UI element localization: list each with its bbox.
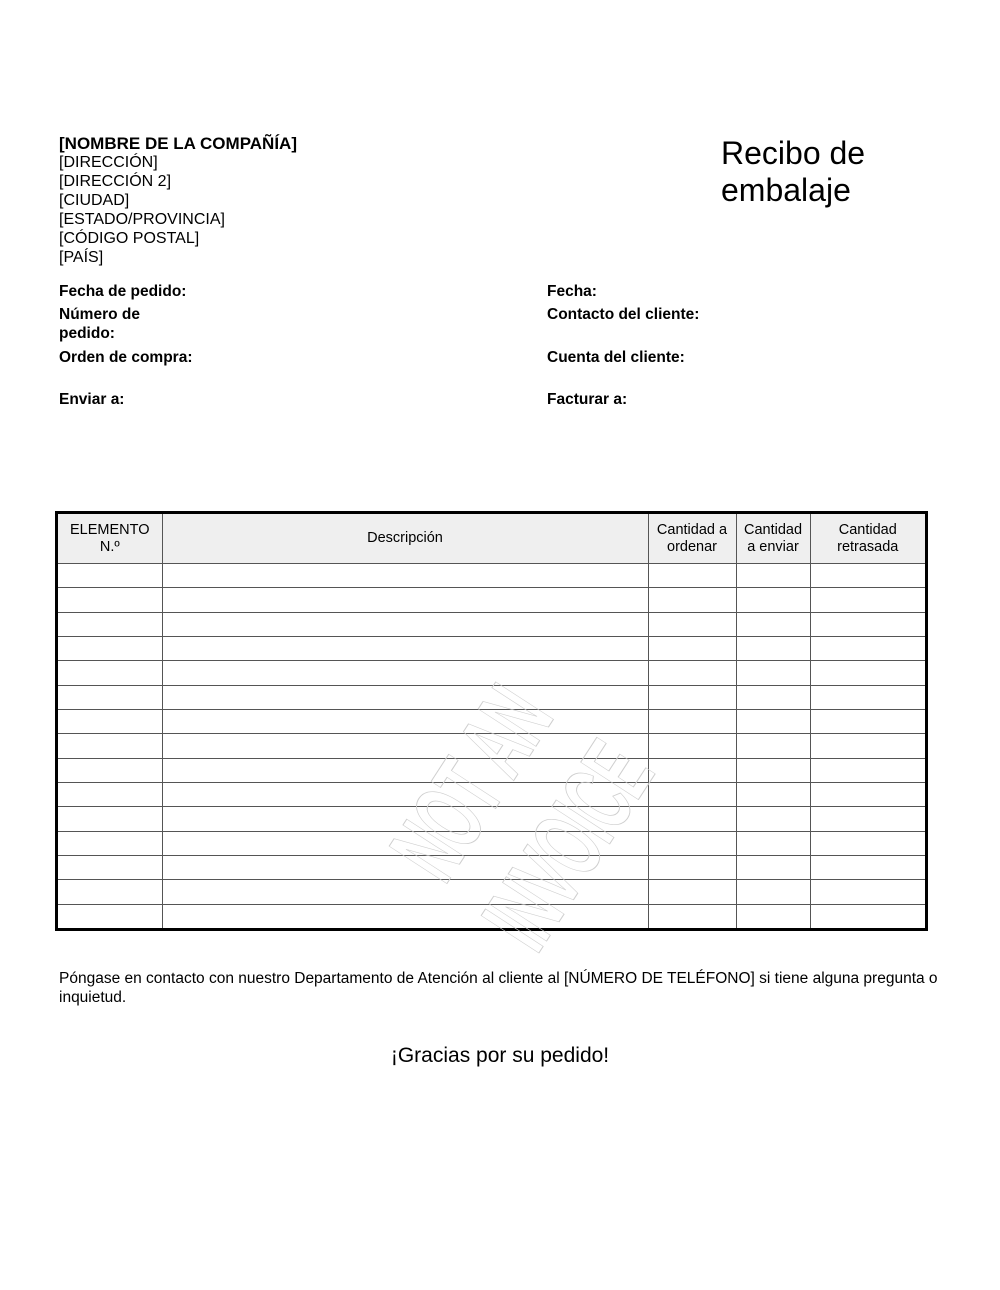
cell-qty-backordered[interactable]	[810, 758, 925, 782]
cell-qty-shipped[interactable]	[736, 880, 810, 904]
address-line: [DIRECCIÓN]	[59, 154, 158, 171]
order-number-label-line2: pedido:	[59, 325, 115, 342]
cell-description[interactable]	[162, 758, 648, 782]
cell-qty-shipped[interactable]	[736, 612, 810, 636]
cell-qty-backordered[interactable]	[810, 612, 925, 636]
date-label: Fecha:	[547, 283, 597, 300]
cell-qty-shipped[interactable]	[736, 807, 810, 831]
table-row	[58, 685, 925, 709]
postal-code: [CÓDIGO POSTAL]	[59, 230, 200, 247]
cell-qty-backordered[interactable]	[810, 588, 925, 612]
cell-qty-ordered[interactable]	[648, 904, 736, 928]
cell-description[interactable]	[162, 855, 648, 879]
header-qty-ordered: Cantidad a ordenar	[648, 514, 736, 564]
cell-qty-shipped[interactable]	[736, 758, 810, 782]
order-number-label-line1: Número de	[59, 306, 140, 323]
title-line-1: Recibo de	[721, 135, 866, 171]
cell-qty-backordered[interactable]	[810, 782, 925, 806]
cell-qty-shipped[interactable]	[736, 734, 810, 758]
cell-item-number[interactable]	[58, 709, 162, 733]
table-row	[58, 807, 925, 831]
cell-item-number[interactable]	[58, 734, 162, 758]
title-line-2: embalaje	[721, 172, 851, 208]
cell-description[interactable]	[162, 831, 648, 855]
cell-item-number[interactable]	[58, 612, 162, 636]
order-date-label: Fecha de pedido:	[59, 283, 187, 300]
company-block	[59, 134, 297, 267]
items-table	[55, 511, 928, 931]
cell-qty-backordered[interactable]	[810, 880, 925, 904]
cell-qty-backordered[interactable]	[810, 855, 925, 879]
table-header-row	[58, 514, 925, 564]
cell-qty-shipped[interactable]	[736, 831, 810, 855]
cell-description[interactable]	[162, 685, 648, 709]
order-number-label	[59, 305, 140, 343]
cell-qty-ordered[interactable]	[648, 782, 736, 806]
thank-you-message: ¡Gracias por su pedido!	[390, 1044, 610, 1067]
table-row	[58, 855, 925, 879]
cell-qty-backordered[interactable]	[810, 661, 925, 685]
cell-item-number[interactable]	[58, 904, 162, 928]
cell-qty-ordered[interactable]	[648, 734, 736, 758]
cell-qty-shipped[interactable]	[736, 709, 810, 733]
cell-qty-backordered[interactable]	[810, 685, 925, 709]
cell-qty-ordered[interactable]	[648, 855, 736, 879]
cell-item-number[interactable]	[58, 831, 162, 855]
cell-description[interactable]	[162, 636, 648, 660]
purchase-order-label: Orden de compra:	[59, 349, 193, 366]
city: [CIUDAD]	[59, 192, 130, 209]
cell-item-number[interactable]	[58, 880, 162, 904]
cell-item-number[interactable]	[58, 564, 162, 588]
cell-item-number[interactable]	[58, 636, 162, 660]
cell-item-number[interactable]	[58, 807, 162, 831]
ship-to-label: Enviar a:	[59, 391, 125, 408]
table-row	[58, 904, 925, 928]
country: [PAÍS]	[59, 249, 104, 266]
watermark: NOT AN INVOICE	[369, 668, 675, 969]
header-item-number: ELEMENTO N.º	[58, 514, 162, 564]
cell-qty-ordered[interactable]	[648, 661, 736, 685]
cell-qty-ordered[interactable]	[648, 685, 736, 709]
cell-item-number[interactable]	[58, 855, 162, 879]
table-row	[58, 588, 925, 612]
header-qty-shipped: Cantidad a enviar	[736, 514, 810, 564]
table-row	[58, 661, 925, 685]
cell-item-number[interactable]	[58, 685, 162, 709]
cell-qty-shipped[interactable]	[736, 685, 810, 709]
cell-description[interactable]	[162, 661, 648, 685]
cell-qty-backordered[interactable]	[810, 709, 925, 733]
cell-qty-shipped[interactable]	[736, 661, 810, 685]
cell-qty-shipped[interactable]	[736, 588, 810, 612]
cell-qty-ordered[interactable]	[648, 588, 736, 612]
table-row	[58, 709, 925, 733]
cell-description[interactable]	[162, 782, 648, 806]
contact-note: Póngase en contacto con nuestro Departamento de Atención al cliente al [NÚMERO DE TELÉFONO] si tiene alguna pregunta o inquietud.	[59, 970, 938, 1006]
header-qty-backordered: Cantidad retrasada	[810, 514, 925, 564]
table-row	[58, 612, 925, 636]
document-title	[721, 135, 865, 209]
state-province: [ESTADO/PROVINCIA]	[59, 211, 225, 228]
cell-item-number[interactable]	[58, 588, 162, 612]
cell-item-number[interactable]	[58, 661, 162, 685]
cell-description[interactable]	[162, 807, 648, 831]
cell-qty-backordered[interactable]	[810, 807, 925, 831]
address-line-2: [DIRECCIÓN 2]	[59, 173, 172, 190]
table-row	[58, 880, 925, 904]
cell-qty-ordered[interactable]	[648, 758, 736, 782]
cell-qty-backordered[interactable]	[810, 734, 925, 758]
cell-description[interactable]	[162, 588, 648, 612]
customer-account-label: Cuenta del cliente:	[547, 349, 685, 366]
table-row	[58, 782, 925, 806]
company-name: [NOMBRE DE LA COMPAÑÍA]	[59, 134, 297, 153]
cell-description[interactable]	[162, 880, 648, 904]
cell-qty-shipped[interactable]	[736, 564, 810, 588]
cell-qty-backordered[interactable]	[810, 564, 925, 588]
cell-qty-shipped[interactable]	[736, 782, 810, 806]
table-row	[58, 734, 925, 758]
cell-description[interactable]	[162, 904, 648, 928]
cell-description[interactable]	[162, 564, 648, 588]
header-description: Descripción	[162, 514, 648, 564]
cell-qty-ordered[interactable]	[648, 807, 736, 831]
cell-qty-ordered[interactable]	[648, 831, 736, 855]
table-row	[58, 831, 925, 855]
cell-qty-ordered[interactable]	[648, 564, 736, 588]
cell-qty-shipped[interactable]	[736, 904, 810, 928]
cell-qty-ordered[interactable]	[648, 636, 736, 660]
cell-qty-backordered[interactable]	[810, 831, 925, 855]
cell-qty-shipped[interactable]	[736, 636, 810, 660]
cell-description[interactable]	[162, 612, 648, 636]
bill-to-label: Facturar a:	[547, 391, 628, 408]
cell-qty-ordered[interactable]	[648, 880, 736, 904]
cell-description[interactable]	[162, 709, 648, 733]
cell-qty-ordered[interactable]	[648, 612, 736, 636]
cell-qty-ordered[interactable]	[648, 709, 736, 733]
table-row	[58, 758, 925, 782]
cell-item-number[interactable]	[58, 782, 162, 806]
cell-qty-backordered[interactable]	[810, 636, 925, 660]
cell-qty-shipped[interactable]	[736, 855, 810, 879]
cell-qty-backordered[interactable]	[810, 904, 925, 928]
cell-description[interactable]	[162, 734, 648, 758]
cell-item-number[interactable]	[58, 758, 162, 782]
customer-contact-label: Contacto del cliente:	[547, 306, 700, 323]
table-row	[58, 564, 925, 588]
table-row	[58, 636, 925, 660]
